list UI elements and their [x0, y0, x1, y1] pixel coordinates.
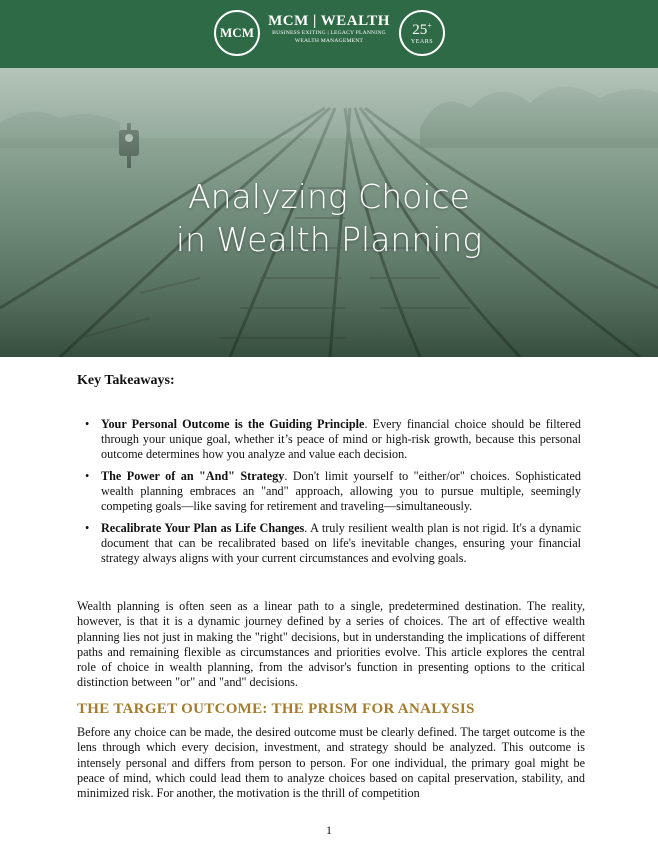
brand-name: MCM | WEALTH — [268, 13, 390, 29]
brand-tagline-2: WEALTH MANAGEMENT — [294, 37, 364, 44]
section-heading: THE TARGET OUTCOME: THE PRISM FOR ANALYSIS — [77, 701, 475, 717]
takeaway-title: The Power of an "And" Strategy — [101, 469, 285, 483]
hero-title-line-1: Analyzing Choice — [188, 177, 470, 216]
years-label: YEARS — [410, 38, 434, 45]
takeaway-title: Your Personal Outcome is the Guiding Principle — [101, 417, 365, 431]
hero-image — [0, 68, 658, 357]
mcm-logo — [214, 10, 260, 56]
years-number: 25 — [412, 21, 428, 38]
years-plus: + — [427, 20, 432, 30]
takeaway-text: . A truly resilient wealth plan is not rigid. It's a dynamic document that can be recalibrated based on life's inevitable changes, ensuring your financial strategy always aligns with your current circumstances and evolving goals. — [101, 521, 581, 565]
key-takeaways-heading: Key Takeaways: — [77, 373, 175, 388]
mcm-logo-text: MCM — [220, 25, 254, 40]
takeaway-text: . Don't limit yourself to "either/or" choices. Sophisticated wealth planning embraces an "and" approach, allowing you to pursue multiple, seemingly competing goals—like saving for retirement and traveling—simultaneously. — [101, 469, 581, 513]
takeaway-item — [81, 469, 581, 514]
hero-title-line-2: in Wealth Planning — [175, 220, 483, 259]
intro-paragraph: Wealth planning is often seen as a linear path to a single, predetermined destination. The reality, however, is that it is a dynamic journey defined by a series of choices. The art of effective wealth planning lies not just in making the "right" decisions, but in understanding the implications of different paths and remaining flexible as circumstances and priorities evolve. This article explores the central role of choice in wealth planning, from the advisor's function in presenting options to the critical distinction between "or" and "and" decisions. — [77, 599, 585, 690]
takeaway-title: Recalibrate Your Plan as Life Changes — [101, 521, 305, 535]
years-badge — [399, 10, 445, 56]
brand-tagline-1: BUSINESS EXITING | LEGACY PLANNING — [272, 30, 386, 36]
brand-block — [262, 13, 396, 46]
takeaway-item — [81, 521, 581, 566]
takeaway-item — [81, 417, 581, 462]
key-takeaways-list — [81, 417, 581, 573]
section-paragraph: Before any choice can be made, the desired outcome must be clearly defined. The target outcome is the lens through which every decision, investment, and strategy should be analyzed. This outcome is intensely personal and differs from person to person. For one individual, the primary goal might be peace of mind, which could lead them to analyze choices based on capital preservation, stability, and minimized risk. For another, the motivation is the thrill of competition — [77, 725, 585, 801]
header-banner — [0, 0, 658, 68]
takeaway-text: . Every financial choice should be filtered through your unique goal, whether it’s peace of mind or high-risk growth, because this personal outcome determines how you analyze and value each decision. — [101, 417, 581, 461]
page-number: 1 — [326, 823, 332, 837]
